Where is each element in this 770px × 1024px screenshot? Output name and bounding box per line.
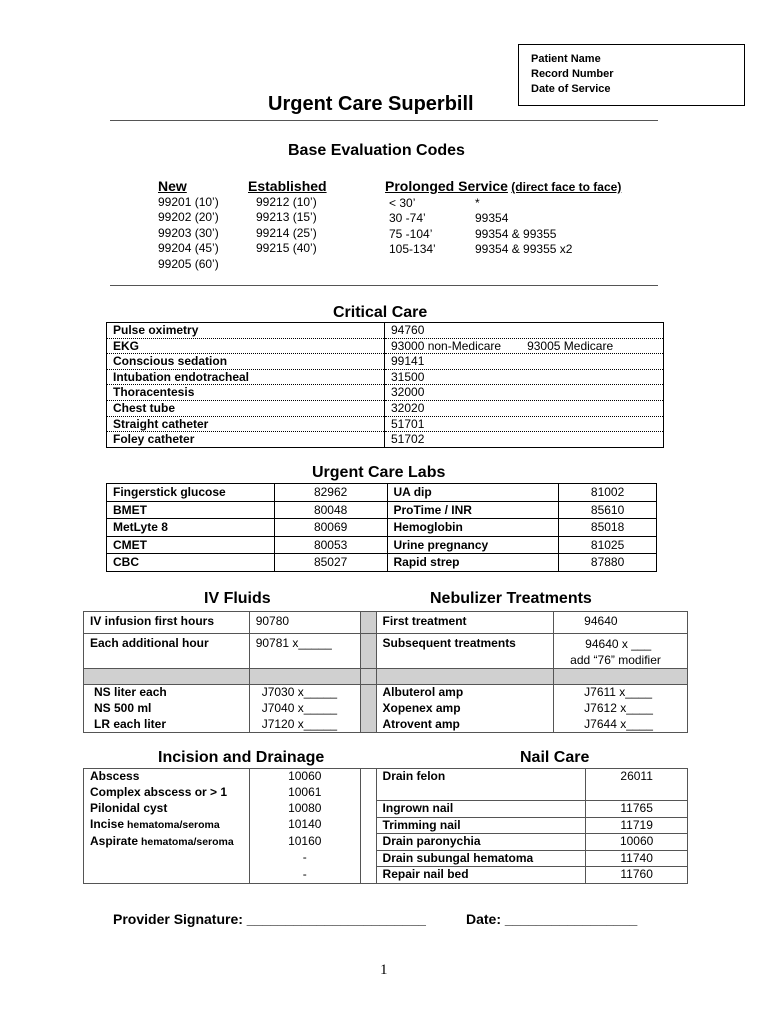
table-row	[107, 385, 664, 401]
established-code: 99214 (25’)	[256, 225, 317, 240]
separator-cell	[360, 634, 376, 669]
provider-signature-line[interactable]: Provider Signature: _______________________	[113, 911, 426, 927]
nail-label: Repair nail bed	[376, 867, 586, 884]
code-extra: 93005 Medicare	[527, 338, 614, 353]
new-code: 99202 (20’)	[158, 210, 219, 224]
nail-label: Trimming nail	[376, 817, 586, 834]
procedure-label: Foley catheter	[107, 432, 385, 448]
lab-code: 85018	[559, 519, 657, 537]
lab-code: 80069	[274, 519, 387, 537]
grey-separator-row	[84, 669, 688, 685]
prolonged-column-header: Prolonged Service	[385, 178, 508, 194]
incision-label-main: Incise	[90, 817, 125, 831]
separator-cell	[360, 612, 376, 634]
table-row	[107, 400, 664, 416]
table-row	[84, 769, 688, 785]
lab-label: MetLyte 8	[107, 519, 275, 537]
incision-code: 10140	[249, 817, 360, 834]
prolonged-time: < 30’	[389, 195, 416, 210]
separator-cell	[360, 867, 376, 884]
lab-label: UA dip	[387, 484, 559, 502]
table-row	[107, 338, 664, 354]
separator-cell	[360, 817, 376, 834]
procedure-label: Pulse oximetry	[107, 323, 385, 339]
separator-cell	[360, 850, 376, 867]
procedure-code	[385, 400, 664, 416]
nail-code: 11765	[586, 801, 688, 818]
procedure-code	[385, 416, 664, 432]
critical-care-table	[106, 322, 664, 448]
prolonged-note: (direct face to face)	[511, 180, 622, 194]
incision-code: 10160	[249, 834, 360, 851]
incision-label	[84, 850, 250, 867]
procedure-code	[385, 432, 664, 448]
incision-code: -	[249, 850, 360, 867]
nail-code: 11760	[586, 867, 688, 884]
new-code: 99201 (10’)	[158, 194, 219, 209]
prolonged-time: 30 -74’	[389, 211, 426, 225]
iv-label: NS liter each	[84, 685, 250, 701]
incision-nail-table	[83, 768, 688, 884]
incision-label-sub: hematoma/seroma	[124, 819, 220, 831]
incision-label-main: Aspirate	[90, 833, 139, 848]
established-codes-column	[248, 179, 327, 257]
nail-label: Drain paronychia	[376, 834, 586, 851]
procedure-code	[385, 354, 664, 370]
table-row	[107, 536, 657, 554]
code-value: 32020	[391, 400, 425, 415]
nail-code	[586, 785, 688, 801]
code-value: 99141	[391, 354, 425, 369]
established-code: 99215 (40’)	[256, 241, 317, 255]
table-row	[84, 634, 688, 669]
iv-fluids-heading: IV Fluids	[204, 590, 271, 607]
new-column-header: New	[158, 178, 187, 194]
established-code: 99212 (10’)	[256, 194, 317, 209]
procedure-label: EKG	[107, 338, 385, 354]
lab-label: ProTime / INR	[387, 501, 559, 519]
incision-label-main: Pilonidal cyst	[90, 800, 168, 815]
nail-code: 11740	[586, 850, 688, 867]
divider	[110, 120, 658, 121]
table-row	[84, 612, 688, 634]
neb-code: J7644 x____	[554, 717, 688, 733]
table-row	[84, 867, 688, 884]
procedure-code	[385, 338, 664, 354]
neb-code-line: 94640 x ___	[585, 637, 652, 651]
date-of-service-label: Date of Service	[531, 83, 611, 95]
separator-cell	[360, 785, 376, 801]
iv-code: J7040 x_____	[249, 701, 360, 717]
iv-nebulizer-table	[83, 611, 688, 733]
nail-label: Ingrown nail	[376, 801, 586, 818]
labs-heading: Urgent Care Labs	[312, 464, 446, 481]
lab-label: Fingerstick glucose	[107, 484, 275, 502]
table-row	[84, 701, 688, 717]
nail-code: 26011	[586, 769, 688, 785]
established-column-header: Established	[248, 178, 327, 194]
procedure-label: Straight catheter	[107, 416, 385, 432]
iv-code: J7030 x_____	[249, 685, 360, 701]
separator-cell	[360, 717, 376, 733]
iv-code: J7120 x_____	[249, 717, 360, 733]
table-row	[107, 369, 664, 385]
incision-label-main: Complex abscess or > 1	[90, 784, 228, 799]
incision-label	[84, 801, 250, 818]
lab-label: Hemoglobin	[387, 519, 559, 537]
code-value: 51702	[391, 432, 425, 447]
lab-label: CBC	[107, 554, 275, 572]
lab-label: BMET	[107, 501, 275, 519]
procedure-code	[385, 369, 664, 385]
lab-code: 80053	[274, 536, 387, 554]
code-value: 93000 non-Medicare	[391, 338, 502, 353]
critical-care-heading: Critical Care	[333, 304, 428, 321]
prolonged-code: *	[475, 195, 480, 210]
neb-label: First treatment	[376, 612, 554, 634]
iv-label: IV infusion first hours	[84, 612, 250, 634]
table-row	[84, 834, 688, 851]
neb-label: Xopenex amp	[376, 701, 554, 717]
procedure-code	[385, 323, 664, 339]
procedure-label: Chest tube	[107, 400, 385, 416]
table-row	[107, 519, 657, 537]
table-row	[107, 432, 664, 448]
separator-cell	[360, 685, 376, 701]
neb-label: Atrovent amp	[376, 717, 554, 733]
table-row	[84, 801, 688, 818]
table-row	[107, 501, 657, 519]
table-row	[107, 416, 664, 432]
prolonged-code: 99354	[475, 211, 509, 225]
page-number: 1	[380, 962, 388, 978]
iv-code: 90781 x_____	[249, 634, 360, 669]
prolonged-code: 99354 & 99355 x2	[475, 242, 573, 256]
nail-label: Drain felon	[376, 769, 586, 785]
lab-code: 81025	[559, 536, 657, 554]
lab-code: 81002	[559, 484, 657, 502]
table-row	[107, 554, 657, 572]
iv-label: Each additional hour	[84, 634, 250, 669]
prolonged-time: 75 -104’	[389, 226, 433, 241]
iv-label: NS 500 ml	[84, 701, 250, 717]
incision-label	[84, 817, 250, 834]
neb-code: 94640	[554, 612, 688, 634]
code-value: 51701	[391, 416, 425, 431]
new-code: 99203 (30’)	[158, 225, 219, 240]
procedure-label: Conscious sedation	[107, 354, 385, 370]
nail-code: 11719	[586, 817, 688, 834]
established-code: 99213 (15’)	[256, 210, 317, 224]
neb-code: J7612 x____	[554, 701, 688, 717]
table-row	[84, 685, 688, 701]
neb-code: J7611 x____	[554, 685, 688, 701]
iv-code: 90780	[249, 612, 360, 634]
lab-label: Urine pregnancy	[387, 536, 559, 554]
neb-label: Subsequent treatments	[376, 634, 554, 669]
incision-label	[84, 867, 250, 884]
procedure-label: Thoracentesis	[107, 385, 385, 401]
base-eval-heading: Base Evaluation Codes	[288, 142, 465, 159]
page-title: Urgent Care Superbill	[268, 93, 474, 115]
neb-label: Albuterol amp	[376, 685, 554, 701]
incision-heading: Incision and Drainage	[158, 749, 325, 766]
table-row	[84, 817, 688, 834]
patient-name-label: Patient Name	[531, 53, 601, 65]
incision-code: 10080	[249, 801, 360, 818]
incision-label-sub: hematoma/seroma	[138, 835, 234, 848]
incision-code: 10061	[249, 785, 360, 801]
patient-info-box	[518, 44, 745, 106]
nail-care-heading: Nail Care	[520, 749, 590, 766]
nail-label: Drain subungal hematoma	[376, 850, 586, 867]
separator-cell	[360, 801, 376, 818]
lab-code: 85027	[274, 554, 387, 572]
separator-cell	[360, 701, 376, 717]
incision-label	[84, 769, 250, 785]
incision-code: 10060	[249, 769, 360, 785]
table-row	[107, 484, 657, 502]
lab-code: 85610	[559, 501, 657, 519]
code-value: 94760	[391, 323, 425, 337]
nebulizer-heading: Nebulizer Treatments	[430, 590, 592, 607]
incision-label-main: Abscess	[90, 769, 140, 783]
nail-code: 10060	[586, 834, 688, 851]
prolonged-service-column	[385, 178, 622, 256]
table-row	[107, 323, 664, 339]
procedure-label: Intubation endotracheal	[107, 369, 385, 385]
labs-table	[106, 483, 657, 572]
lab-code: 82962	[274, 484, 387, 502]
lab-label: CMET	[107, 536, 275, 554]
record-number-label: Record Number	[531, 68, 614, 80]
new-code: 99205 (60’)	[158, 256, 219, 271]
code-value: 32000	[391, 385, 425, 400]
neb-modifier-line: add “76” modifier	[570, 653, 661, 667]
incision-code: -	[249, 867, 360, 884]
incision-label	[84, 785, 250, 801]
lab-code: 80048	[274, 501, 387, 519]
neb-code	[554, 634, 688, 669]
iv-label: LR each liter	[84, 717, 250, 733]
table-row	[107, 354, 664, 370]
table-row	[84, 785, 688, 801]
new-code: 99204 (45’)	[158, 241, 219, 255]
lab-label: Rapid strep	[387, 554, 559, 572]
separator-cell	[360, 769, 376, 785]
table-row	[84, 850, 688, 867]
table-row	[84, 717, 688, 733]
code-value: 31500	[391, 369, 425, 384]
incision-label	[84, 834, 250, 851]
nail-label	[376, 785, 586, 801]
divider	[110, 285, 658, 286]
prolonged-time: 105-134’	[389, 242, 436, 256]
lab-code: 87880	[559, 554, 657, 572]
separator-cell	[360, 834, 376, 851]
new-codes-column	[158, 179, 219, 272]
prolonged-code: 99354 & 99355	[475, 226, 557, 241]
date-line[interactable]: Date: _________________	[466, 911, 638, 927]
procedure-code	[385, 385, 664, 401]
